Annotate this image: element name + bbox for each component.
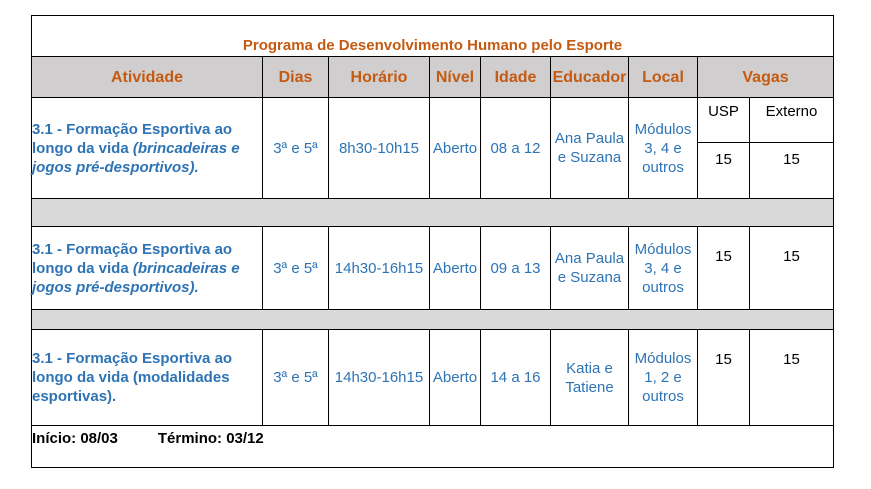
- location-cell: Módulos 3, 4 e outros: [629, 227, 698, 310]
- subheader-usp: USP: [698, 98, 750, 143]
- days-cell: 3ª e 5ª: [263, 227, 329, 310]
- table-row: [32, 227, 834, 310]
- separator-row: [32, 199, 834, 227]
- header-educador: Educador: [551, 57, 629, 98]
- time-cell: 14h30-16h15: [329, 330, 430, 426]
- activity-name: 3.1 - Formação Esportiva ao longo da vida: [32, 120, 233, 157]
- header-local: Local: [629, 57, 698, 98]
- educator-cell: Katia e Tatiene: [551, 330, 629, 426]
- activity-cell: [32, 227, 263, 310]
- vagas-usp-cell: 15: [698, 227, 750, 310]
- header-row: [32, 57, 834, 98]
- header-nivel: Nível: [430, 57, 481, 98]
- location-cell: Módulos 1, 2 e outros: [629, 330, 698, 426]
- subheader-externo: Externo: [750, 98, 834, 143]
- activity-detail: (modalidades esportivas).: [32, 369, 230, 405]
- days-cell: 3ª e 5ª: [263, 98, 329, 199]
- age-cell: 08 a 12: [481, 98, 551, 199]
- activity-cell: [32, 330, 263, 426]
- activity-cell: [32, 98, 263, 199]
- table-row: [32, 330, 834, 426]
- educator-cell: Ana Paula e Suzana: [551, 98, 629, 199]
- age-cell: 14 a 16: [481, 330, 551, 426]
- level-cell: Aberto: [430, 330, 481, 426]
- level-cell: Aberto: [430, 98, 481, 199]
- days-cell: 3ª e 5ª: [263, 330, 329, 426]
- separator-row: [32, 310, 834, 330]
- table-row: [32, 98, 834, 143]
- vagas-externo-cell: 15: [750, 143, 834, 199]
- age-cell: 09 a 13: [481, 227, 551, 310]
- end-date: Término: 03/12: [157, 430, 264, 447]
- header-idade: Idade: [481, 57, 551, 98]
- header-dias: Dias: [263, 57, 329, 98]
- schedule-table: [31, 15, 834, 468]
- level-cell: Aberto: [430, 227, 481, 310]
- header-horario: Horário: [329, 57, 430, 98]
- activity-name: 3.1 - Formação Esportiva ao longo da vida: [32, 240, 233, 277]
- vagas-externo-cell: 15: [750, 227, 834, 310]
- footer-row: [32, 426, 834, 468]
- header-vagas: Vagas: [698, 57, 834, 98]
- vagas-externo-cell: 15: [750, 330, 834, 426]
- vagas-usp-cell: 15: [698, 143, 750, 199]
- header-atividade: Atividade: [32, 57, 263, 98]
- time-cell: 8h30-10h15: [329, 98, 430, 199]
- educator-cell: Ana Paula e Suzana: [551, 227, 629, 310]
- start-date: Início: 08/03: [32, 430, 118, 447]
- activity-detail: (brincadeiras e jogos pré-desportivos).: [32, 139, 240, 176]
- page-title: Programa de Desenvolvimento Humano pelo Esporte: [32, 16, 834, 57]
- activity-name: 3.1 - Formação Esportiva ao longo da vida: [32, 350, 233, 386]
- vagas-usp-cell: 15: [698, 330, 750, 426]
- activity-detail: (brincadeiras e jogos pré-desportivos).: [32, 259, 240, 296]
- time-cell: 14h30-16h15: [329, 227, 430, 310]
- location-cell: Módulos 3, 4 e outros: [629, 98, 698, 199]
